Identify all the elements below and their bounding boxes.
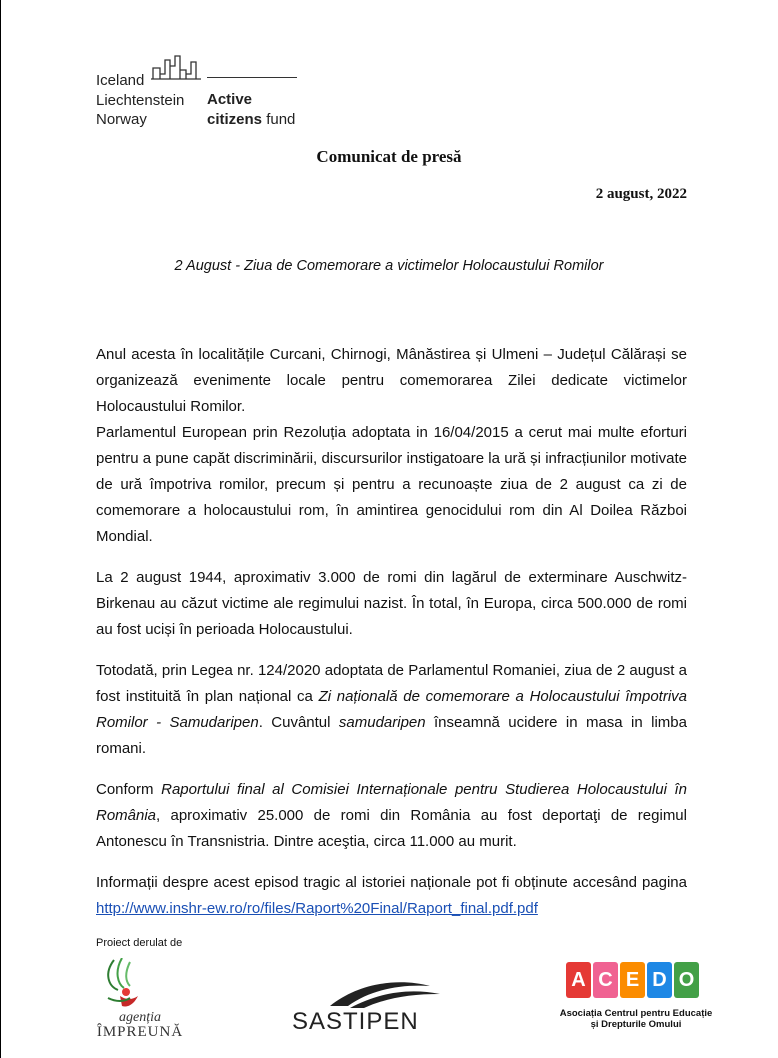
acf-building-icon [151, 54, 201, 80]
agentia-line1: agenția [119, 1010, 161, 1025]
active-citizens-fund-logo [96, 54, 301, 128]
press-release-subtitle: 2 August - Ziua de Comemorare a victimelor Holocaustului Romilor [174, 258, 604, 274]
acedo-line2: și Drepturile Omului [590, 1019, 682, 1030]
agentia-impreuna-logo [94, 958, 186, 1048]
paragraph-3: La 2 august 1944, aproximativ 3.000 de romi din lagărul de exterminare Auschwitz-Birkenau au căzut victime ale regimului nazist. În total, în Europa, circa 500.000 de romi au fost uciși în perioada Holocaustului. [96, 569, 687, 638]
paragraph-1: Anul acesta în localitățile Curcani, Chirnogi, Mânăstirea și Ulmeni – Județul Călărași se organizează evenimente locale pentru comemorarea Zilei dedicate victimelor Holocaustului Romilor. [96, 346, 687, 415]
country-norway: Norway [96, 111, 147, 128]
paragraph-4-text-a: Totodată, prin Legea nr. 124/2020 adoptata de Parlamentul Romaniei, ziua de 2 august a fost instituită în plan național ca [96, 662, 687, 705]
logo-divider [207, 77, 297, 78]
agentia-text [94, 1010, 186, 1041]
paragraph-4-text-c: înseamnă ucidere in masa in limba romani. [96, 714, 687, 757]
paragraph-4-italic-a: Zi națională de comemorare a Holocaustului împotriva Romilor - Samudaripen [96, 688, 687, 731]
paragraph-2: Parlamentul European prin Rezoluția adoptata in 16/04/2015 a cerut mai multe eforturi pentru a pune capăt discriminării, discursurilor instigatoare la ură și infracțiunilor motivate de ură împotriva romilor, precum și pentru a recunoaște ziua de 2 august ca zi de comemorare a holocaustului rom, în amintirea genocidului rom din Al Doilea Război Mondial. [96, 424, 687, 545]
project-by-label: Proiect derulat de [96, 937, 183, 949]
acedo-full-name [556, 1008, 716, 1030]
acedo-letter-a: A [566, 962, 591, 998]
press-release-title: Comunicat de presă [316, 147, 462, 166]
country-iceland: Iceland [96, 72, 145, 89]
brand-fund: fund [262, 110, 296, 128]
acedo-letters [566, 962, 701, 998]
paragraph-5-text-b: , aproximativ 25.000 de romi din România au fost deportaţi de regimul Antonescu în Transnistria. Dintre aceştia, circa 11.000 au murit. [96, 807, 687, 850]
press-release-body [96, 342, 687, 937]
agentia-line2: ÎMPREUNĂ [96, 1024, 184, 1040]
acedo-letter-o: O [674, 962, 699, 998]
sastipen-swoosh-icon [290, 976, 460, 1010]
paragraph-5 [96, 777, 687, 855]
paragraph-4-italic-b: samudaripen [338, 714, 426, 731]
paragraph-5-text-a: Conform [96, 781, 162, 798]
acf-brand-name [207, 90, 295, 129]
press-release-date: 2 august, 2022 [595, 186, 687, 202]
report-link[interactable]: http://www.inshr-ew.ro/ro/files/Raport%20Final/Raport_final.pdf.pdf [96, 900, 538, 917]
acedo-letter-c: C [593, 962, 618, 998]
paragraph-4 [96, 658, 687, 762]
country-liechtenstein: Liechtenstein [96, 91, 185, 109]
sastipen-logo [290, 976, 460, 1038]
acedo-line1: Asociația Centrul pentru Educație [559, 1008, 713, 1019]
paragraph-6-text: Informații despre acest episod tragic al istoriei naționale pot fi obținute accesând pagina [96, 874, 687, 891]
acedo-letter-e: E [620, 962, 645, 998]
paragraph-4-text-b: . Cuvântul [258, 714, 339, 731]
agentia-figure-icon [94, 958, 186, 1013]
brand-active: Active [207, 91, 253, 108]
paragraph-6 [96, 870, 687, 922]
brand-citizens: citizens [207, 110, 263, 128]
acedo-logo [556, 962, 716, 1052]
sastipen-wordmark: SASTIPEN [292, 1008, 419, 1035]
paragraph-5-italic: Raportului final al Comisiei Internaționale pentru Studierea Holocaustului în România [96, 781, 688, 824]
acedo-letter-d: D [647, 962, 672, 998]
